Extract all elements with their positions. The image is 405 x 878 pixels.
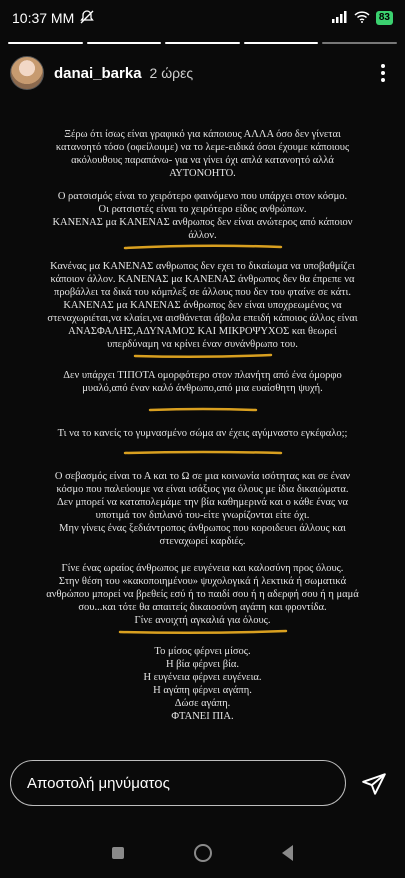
text-line: Ο σεβασμός είναι το Α και το Ω σε μια κοινωνία ισότητας και σε έναν <box>54 471 351 482</box>
text-line: ΑΝΑΣΦΑΛΗΣ,ΑΔΥΝΑΜΟΣ ΚΑΙ ΜΙΚΡΟΨΥΧΟΣ και θεωρεί <box>68 326 337 337</box>
story-text <box>0 128 405 733</box>
username[interactable]: danai_barka <box>54 64 142 82</box>
progress-segment <box>322 42 397 44</box>
text-line: Η βία φέρνει βία. <box>165 659 240 670</box>
status-bar <box>0 0 405 36</box>
text-line: υποτιμά τον διπλανό του-είτε γνωρίζονται είτε όχι. <box>95 510 310 521</box>
send-icon[interactable] <box>361 771 387 797</box>
text-line: ΦΤΑΝΕΙ ΠΙΑ. <box>171 711 234 722</box>
text-line: ΚΑΝΕΝΑΣ μα ΚΑΝΕΝΑΣ ανθρωπος δεν είναι ανώτερος από κάποιον <box>52 217 353 228</box>
text-line: ΑΥΤΟΝΟΗΤΟ. <box>169 168 236 179</box>
text-line: κατανοητό τόσο (οφείλουμε) να το λεμε-ειδικά όσοι έχουμε κάποιους <box>55 142 350 153</box>
text-line: Τι να το κανείς το γυμνασμένο σώμα αν έχεις αγύμναστο εγκέφαλο;; <box>57 428 348 439</box>
home-icon[interactable] <box>194 844 212 862</box>
story-progress <box>8 42 397 44</box>
paragraph <box>0 260 405 359</box>
text-line: Η ευγένεια φέρνει ευγένεια. <box>143 672 262 683</box>
paragraph <box>0 645 405 723</box>
mute-bell-icon <box>80 10 94 27</box>
text-line: Οι ρατσιστές είναι το χειρότερο είδος ανθρώπων. <box>98 204 307 215</box>
time-ago: 2 ώρες <box>149 65 194 81</box>
text-line: στεναχωρεί καρδιές. <box>159 536 246 547</box>
progress-segment <box>8 42 83 44</box>
text-line: Δώσε αγάπη. <box>174 698 231 709</box>
swash-underline <box>123 450 283 456</box>
text-line: Το μίσος φέρνει μίσος. <box>154 646 251 657</box>
text-line: Δεν μπορεί να καταπολεμάμε την βία καθημερινά και ο κάθε ένας να <box>56 497 348 508</box>
text-line: Δεν υπάρχει ΤΙΠΟΤΑ ομορφότερο στον πλανήτη από ένα όμορφο <box>63 370 342 381</box>
wifi-icon <box>354 10 370 26</box>
paragraph <box>0 128 405 180</box>
text-line: κάποιον άλλον. ΚΑΝΕΝΑΣ μα ΚΑΝΕΝΑΣ άνθρωπος δεν θα έπρεπε να <box>50 274 355 285</box>
paragraph <box>0 190 405 250</box>
text-line: ανθρώπου μπορεί να βρεθείς εσύ ή το παιδί σου ή η αδερφή σου ή η μαμά <box>46 589 359 600</box>
signal-icon <box>332 10 348 26</box>
swash-underline <box>118 629 288 635</box>
text-line: σου...και τότε θα απαιτείς δικαιοσύνη αγάπη και φροντίδα. <box>78 602 327 613</box>
paragraph <box>0 562 405 635</box>
text-line: ακόλουθους παραπάνω- για να γίνει όχι απλά κατανοητό αλλά <box>71 155 334 166</box>
avatar[interactable] <box>10 56 44 90</box>
text-line: Γίνε ανοιχτή αγκαλιά για όλους. <box>134 615 271 626</box>
text-line: Μην γίνεις ένας ξεδιάντροπος άνθρωπος που κοροιδευει άλλους και <box>59 523 346 534</box>
progress-segment <box>244 42 319 44</box>
text-line: Ξέρω ότι ίσως είναι γραφικό για κάποιους ΑΛΛΑ όσο δεν γίνεται <box>64 129 341 140</box>
swash-underline <box>148 407 258 413</box>
text-line: Γίνε ένας ωραίος άνθρωπος με ευγένεια και καλοσύνη προς όλους. <box>61 563 344 574</box>
recents-icon[interactable] <box>112 847 124 859</box>
reply-input[interactable] <box>10 760 346 806</box>
story-header <box>10 56 395 90</box>
text-line: Η αγάπη φέρνει αγάπη. <box>153 685 252 696</box>
back-icon[interactable] <box>282 845 293 861</box>
status-time: 10:37 MM <box>12 10 75 26</box>
progress-segment <box>87 42 162 44</box>
paragraph <box>0 369 405 413</box>
more-icon[interactable] <box>371 64 395 82</box>
text-line: Ο ρατσισμός είναι το χειρότερο φαινόμενο που υπάρχει στον κόσμο. <box>57 191 348 202</box>
text-line: μυαλό,από έναν καλό άνθρωπο,από μια ευαίσθητη ψυχή. <box>82 383 323 394</box>
progress-segment <box>165 42 240 44</box>
swash-underline <box>133 353 273 359</box>
reply-placeholder: Αποστολή μηνύματος <box>27 774 170 792</box>
text-line: κόσμο που παλεύουμε να είναι ισάξιος για όλους με ίδια δικαιώματα. <box>56 484 349 495</box>
text-line: άλλον. <box>188 230 217 241</box>
battery-icon: 83 <box>376 11 393 25</box>
text-line: προβάλλει τα δικά του κόμπλεξ σε άλλους που δεν του φταίνε σε κάτι. <box>54 287 351 298</box>
swash-underline <box>123 244 283 250</box>
text-line: στεναχωριέται,να κλαίει,να αισθάνεται άβολα επειδή κάποιος άλλος είναι <box>47 313 358 324</box>
text-line: ΚΑΝΕΝΑΣ μα ΚΑΝΕΝΑΣ άνθρωπος δεν είναι υποχρεωμένος να <box>63 300 342 311</box>
text-line: Κανένας μα ΚΑΝΕΝΑΣ ανθρωπος δεν εχει το δικαίωμα να υποβαθμίζει <box>50 261 355 272</box>
paragraph <box>0 427 405 456</box>
text-line: υπερδύναμη να κρίνει έναν συνάνθρωπο του. <box>107 339 298 350</box>
paragraph <box>0 470 405 548</box>
text-line: Στην θέση του «κακοποιημένου» ψυχολογικά ή λεκτικά ή σωματικά <box>58 576 347 587</box>
system-nav-bar <box>0 828 405 878</box>
